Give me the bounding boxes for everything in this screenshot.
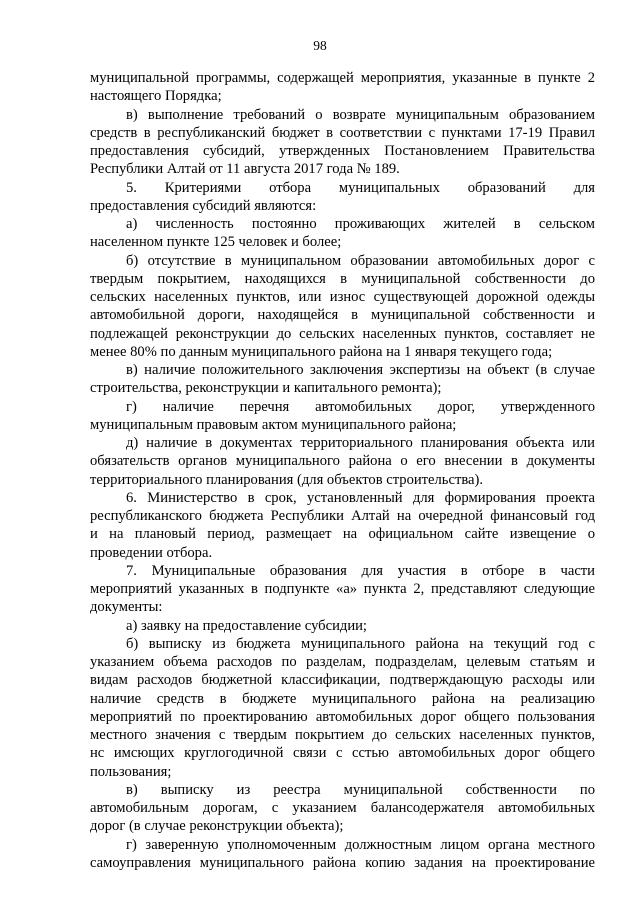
paragraph xyxy=(90,781,595,836)
text-line: документы: xyxy=(90,599,163,616)
text-line: и на плановый период, размещает на официальном сайте извещение о xyxy=(90,526,595,543)
text-line: твердым покрытием, находящихся в муниципальной собственности до xyxy=(90,270,595,287)
text-line: в) наличие положительного заключения экспертизы на объект (в случае xyxy=(126,362,595,378)
text-line: предоставления субсидий, утвержденных Постановлением Правительства xyxy=(90,143,595,159)
text-line: б) отсутствие в муниципальном образовании автомобильных дорог с xyxy=(126,252,595,269)
text-line: мероприятий указанных в подпункте «а» пункта 2, представляют следующие xyxy=(90,581,595,597)
paragraph xyxy=(90,215,595,252)
text-line: населенном пункте 125 человек и более; xyxy=(90,234,342,251)
text-line: в) выполнение требований о возврате муниципальным образованием xyxy=(126,106,595,123)
text-line: а) заявку на предоставление субсидии; xyxy=(126,617,367,634)
text-line: менее 80% по данным муниципального района на 1 января текущего года; xyxy=(90,343,553,360)
paragraph xyxy=(90,836,595,873)
text-line: средств в республиканский бюджет в соответствии с пунктами 17-19 Правил xyxy=(90,124,595,141)
paragraph xyxy=(90,179,595,216)
paragraph xyxy=(90,398,595,435)
text-line: видам расходов бюджетной классификации, подтверждающую расходы или xyxy=(90,672,595,689)
text-line: 5. Критериями отбора муниципальных образований для xyxy=(126,179,595,196)
paragraph xyxy=(90,361,595,398)
text-line: настоящего Порядка; xyxy=(90,88,222,105)
paragraph xyxy=(90,489,595,562)
paragraph xyxy=(90,252,595,362)
text-line: проведении отбора. xyxy=(90,544,213,561)
text-line: 7. Муниципальные образования для участия в отборе в части xyxy=(126,562,595,579)
text-line: б) выписку из бюджета муниципального района на текущий год с xyxy=(126,635,595,652)
text-line: муниципальной программы, содержащей мероприятия, указанные в пункте 2 xyxy=(90,70,595,86)
text-line: Республики Алтай от 11 августа 2017 года № 189. xyxy=(90,161,400,178)
text-line: местного значения с твердым покрытием до сельских населенных пунктов, xyxy=(90,727,595,743)
page-number: 98 xyxy=(313,38,327,53)
paragraph xyxy=(90,434,595,489)
paragraph xyxy=(90,635,595,781)
text-line: д) наличие в документах территориального планирования объекта или xyxy=(126,435,595,451)
text-line: строительства, реконструкции и капитального ремонта); xyxy=(90,380,442,397)
text-line: г) заверенную уполномоченным должностным лицом органа местного xyxy=(126,836,595,853)
document-body xyxy=(90,69,595,872)
text-line: подлежащей реконструкции до сельских населенных пунктов, составляет не xyxy=(90,325,595,342)
text-line: автомобильным дорогам, с указанием балансодержателя автомобильных xyxy=(90,800,595,816)
text-line: в) выписку из реестра муниципальной собственности по xyxy=(126,781,595,798)
text-line: обязательств органов муниципального района о его внесении в документы xyxy=(90,453,595,470)
text-line: г) наличие перечня автомобильных дорог, утвержденного xyxy=(126,398,595,415)
text-line: указанием объема расходов по разделам, подразделам, целевым статьям и xyxy=(90,654,595,670)
text-line: 6. Министерство в срок, установленный для формирования проекта xyxy=(126,489,595,506)
text-line: нс имсющих круглогодичной связи с сстью автомобильных дорог общего xyxy=(90,745,595,762)
text-line: пользования; xyxy=(90,763,172,780)
text-line: республиканского бюджета Республики Алтай на очередной финансовый год xyxy=(90,508,595,524)
text-line: территориального планирования (для объектов строительства). xyxy=(90,471,484,488)
paragraph xyxy=(90,617,595,635)
text-line: мероприятий по проектированию автомобильных дорог общего пользования xyxy=(90,708,595,725)
paragraph xyxy=(90,562,595,617)
text-line: а) численность постоянно проживающих жителей в сельском xyxy=(126,216,595,232)
text-line: дорог (в случае реконструкции объекта); xyxy=(90,818,344,835)
text-line: муниципальным правовым актом муниципального района; xyxy=(90,416,457,433)
text-line: предоставления субсидий являются: xyxy=(90,197,317,214)
paragraph xyxy=(90,69,595,106)
text-line: автомобильной дороги, находящейся в муниципальной собственности и xyxy=(90,307,595,324)
text-line: наличие средств в бюджете муниципального района на реализацию xyxy=(90,690,595,707)
text-line: сельских населенных пунктов, или износ существующей дорожной одежды xyxy=(90,289,595,305)
paragraph xyxy=(90,106,595,179)
text-line: самоуправления муниципального района копию задания на проектирование xyxy=(90,854,595,871)
